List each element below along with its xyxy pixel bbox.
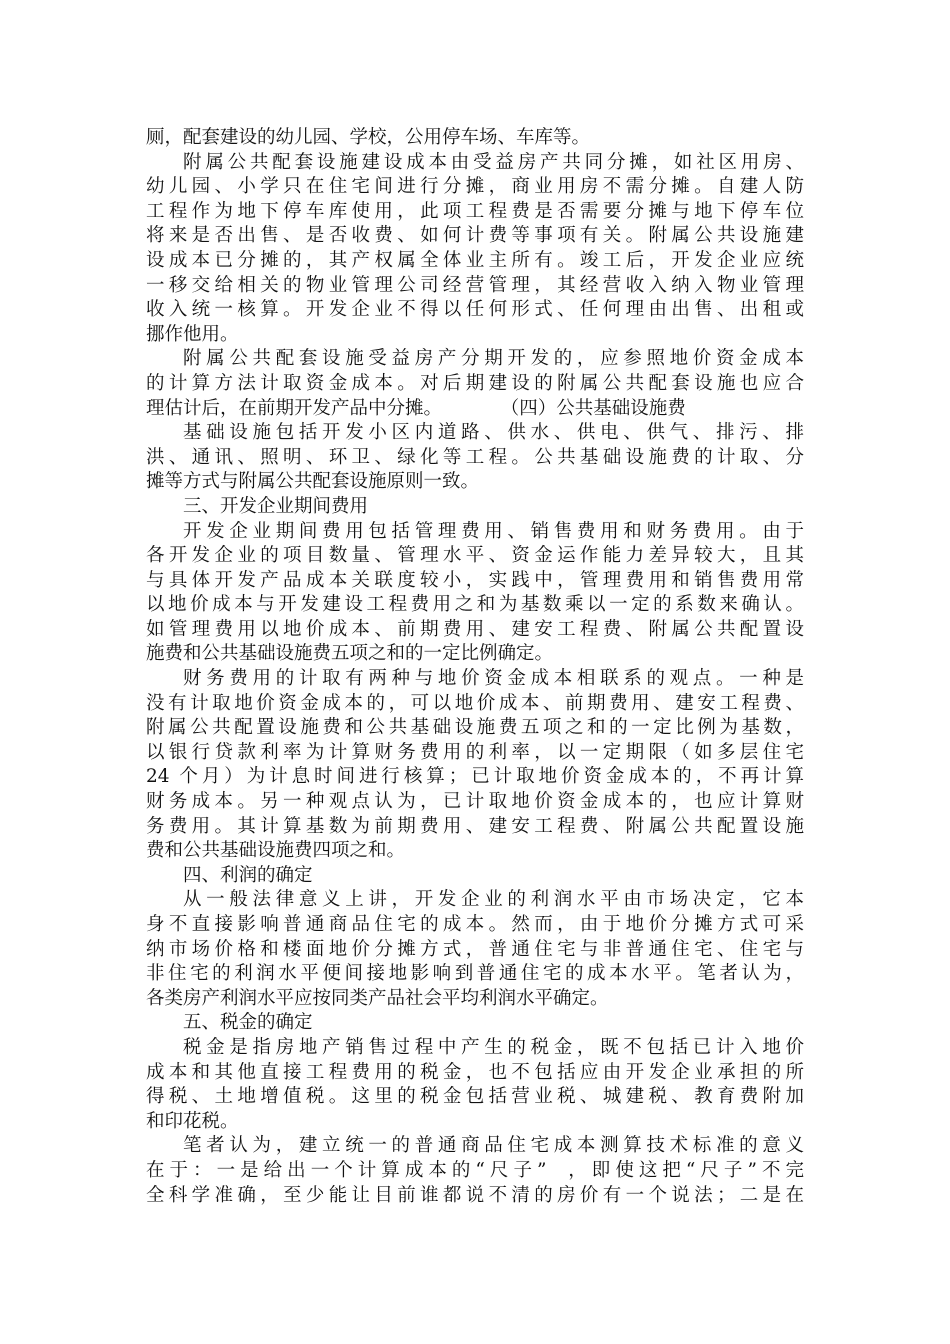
text-line: 笔者认为，建立统一的普通商品住宅成本测算技术标准的意义 (183, 1135, 804, 1157)
text-line: 非住宅的利润水平便间接地影响到普通住宅的成本水平。笔者认为， (146, 963, 804, 985)
text-line: 纳市场价格和楼面地价分摊方式，普通住宅与非普通住宅、住宅与 (146, 938, 804, 960)
text-line: 的计算方法计取资金成本。对后期建设的附属公共配套设施也应合 (146, 372, 804, 394)
text-line: 收入统一核算。开发企业不得以任何形式、任何理由出售、出租或 (146, 299, 804, 321)
text-line: 没有计取地价资金成本的，可以地价成本、前期费用、建安工程费、 (146, 692, 804, 714)
text-line: 税金是指房地产销售过程中产生的税金，既不包括已计入地价 (183, 1036, 804, 1058)
text-line: 理估计后，在前期开发产品中分摊。 （四）公共基础设施费 (146, 397, 686, 419)
text-line: 一移交给相关的物业管理公司经营管理，其经营收入纳入物业管理 (146, 274, 804, 296)
text-line: 附属公共配套设施建设成本由受益房产共同分摊，如社区用房、 (183, 151, 804, 173)
text-line: 如管理费用以地价成本、前期费用、建安工程费、附属公共配置设 (146, 618, 804, 640)
text-line: 财务成本。另一种观点认为，已计取地价资金成本的，也应计算财 (146, 791, 804, 813)
document-body (146, 126, 804, 1208)
text-line: 24 个月）为计息时间进行核算；已计取地价资金成本的，不再计算 (146, 766, 804, 788)
text-line: 在于：一是给出一个计算成本的“尺子” ，即使这把“尺子”不完 (146, 1159, 804, 1181)
text-line: 摊等方式与附属公共配套设施原则一致。 (146, 471, 480, 493)
text-line: 成本和其他直接工程费用的税金，也不包括应由开发企业承担的所 (146, 1061, 804, 1083)
text-line: 设成本已分摊的，其产权属全体业主所有。竣工后，开发企业应统 (146, 249, 804, 271)
text-line: 厕，配套建设的幼儿园、学校，公用停车场、车库等。 (146, 127, 591, 148)
text-line: 与具体开发产品成本关联度较小，实践中，管理费用和销售费用常 (146, 569, 804, 591)
text-line: 挪作他用。 (146, 323, 239, 345)
text-line: 洪、通讯、照明、环卫、绿化等工程。公共基础设施费的计取、分 (146, 446, 804, 468)
text-line: 得税、土地增值税。这里的税金包括营业税、城建税、教育费附加 (146, 1086, 804, 1108)
text-line: 附属公共配置设施费和公共基础设施费五项之和的一定比例为基数， (146, 717, 804, 739)
text-line: 财务费用的计取有两种与地价资金成本相联系的观点。一种是 (183, 668, 804, 690)
text-line: 以银行贷款利率为计算财务费用的利率，以一定期限（如多层住宅 (146, 741, 804, 763)
text-line: 从一般法律意义上讲，开发企业的利润水平由市场决定，它本 (183, 889, 804, 911)
text-line: 务费用。其计算基数为前期费用、建安工程费、附属公共配置设施 (146, 815, 804, 837)
text-line: 身不直接影响普通商品住宅的成本。然而，由于地价分摊方式可采 (146, 914, 804, 935)
text-line: 费和公共基础设施费四项之和。 (146, 840, 406, 862)
text-line: 将来是否出售、是否收费、如何计费等事项有关。附属公共设施建 (146, 225, 804, 247)
text-line: 以地价成本与开发建设工程费用之和为基数乘以一定的系数来确认。 (146, 594, 804, 616)
text-line: 全科学准确，至少能让目前谁都说不清的房价有一个说法；二是在 (146, 1184, 804, 1206)
text-line: 和印花税。 (146, 1110, 239, 1132)
text-line: 幼儿园、小学只在住宅间进行分摊，商业用房不需分摊。自建人防 (146, 176, 804, 198)
text-line: 五、税金的确定 (183, 1012, 313, 1034)
text-line: 基础设施包括开发小区内道路、供水、供电、供气、排污、排 (183, 422, 804, 444)
text-line: 各类房产利润水平应按同类产品社会平均利润水平确定。 (146, 987, 609, 1009)
text-line: 工程作为地下停车库使用，此项工程费是否需要分摊与地下停车位 (146, 200, 804, 222)
text-line: 三、开发企业期间费用 (183, 495, 369, 517)
text-line: 施费和公共基础设施费五项之和的一定比例确定。 (146, 643, 554, 665)
text-line: 附属公共配套设施受益房产分期开发的，应参照地价资金成本 (183, 348, 804, 370)
text-line: 四、利润的确定 (183, 864, 313, 886)
text-line: 开发企业期间费用包括管理费用、销售费用和财务费用。由于 (183, 520, 804, 542)
text-line: 各开发企业的项目数量、管理水平、资金运作能力差异较大，且其 (146, 545, 804, 567)
